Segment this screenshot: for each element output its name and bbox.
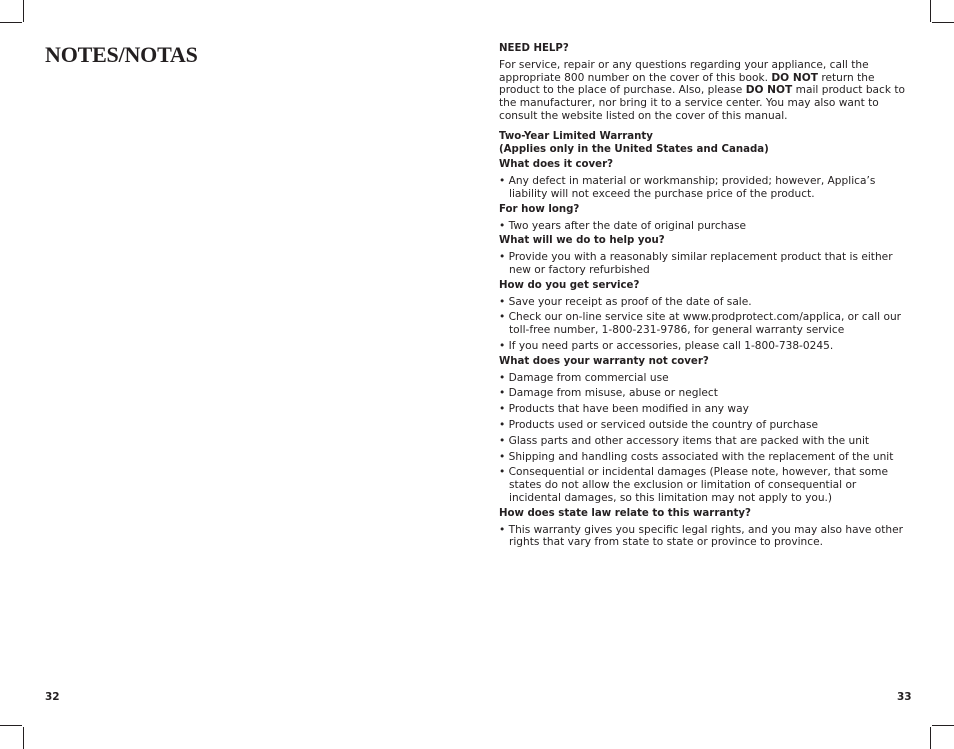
bullet-not-covered-3: • Products that have been modified in any way [499, 403, 749, 416]
section-heading-duration: For how long? [499, 203, 580, 215]
do-not-emphasis-1: DO NOT [771, 71, 818, 84]
need-help-text-3: mail product back to the manufacturer, nor bring it to a service center. You may also want to consult the website listed on the cover of this manual. [499, 84, 906, 122]
bullet-not-covered-2: • Damage from misuse, abuse or neglect [499, 387, 718, 400]
section-heading-service: How do you get service? [499, 279, 640, 291]
bullet-help-1: • Provide you with a reasonably similar replacement product that is either new or factory refurbished [499, 251, 893, 276]
crop-mark-top-right-v [930, 0, 931, 22]
notes-title: NOTES/NOTAS [45, 42, 198, 67]
need-help-paragraph [499, 59, 909, 123]
crop-mark-top-left-v [23, 0, 24, 22]
crop-mark-bottom-right-v [930, 727, 931, 749]
need-help-text-2: return the product to the place of purchase. Also, please [499, 71, 875, 97]
do-not-emphasis-2: DO NOT [745, 84, 793, 97]
bullet-not-covered-6: • Shipping and handling costs associated with the replacement of the unit [499, 450, 894, 463]
bullet-not-covered-4: • Products used or serviced outside the country of purchase [499, 418, 819, 431]
section-heading-help: What will we do to help you? [499, 235, 665, 247]
crop-mark-bottom-left-h [0, 725, 22, 726]
section-heading-not-covered: What does your warranty not cover? [499, 355, 709, 367]
need-help-heading: NEED HELP? [499, 43, 569, 54]
bullet-service-2: • Check our on-line service site at www.prodprotect.com/applica, or call our toll-free number, 1-800-231-9786, for general warranty service [499, 311, 902, 337]
warranty-subtitle: (Applies only in the United States and Canada) [499, 143, 769, 155]
bullet-service-1: • Save your receipt as proof of the date of sale. [499, 295, 752, 308]
section-heading-coverage: What does it cover? [499, 159, 614, 171]
bullet-not-covered-7: • Consequential or incidental damages (Please note, however, that some states do not allow the exclusion or limitation of consequential or incidental damages, so this limitation may not apply to you.) [499, 466, 888, 504]
page-number-left: 32 [45, 691, 60, 703]
bullet-service-3: • If you need parts or accessories, please call 1-800-738-0245. [499, 339, 834, 352]
page-number-right: 33 [897, 691, 912, 703]
crop-mark-bottom-left-v [23, 727, 24, 749]
bullet-coverage-1: • Any defect in material or workmanship; provided; however, Applica’s liability will not exceed the purchase price of the product. [499, 175, 876, 200]
bullet-state-law-1: • This warranty gives you specific legal rights, and you may also have other rights that vary from state to state or province to province. [499, 523, 903, 549]
crop-mark-bottom-right-h [932, 725, 954, 726]
warranty-column [499, 43, 909, 549]
crop-mark-top-right-h [932, 22, 954, 23]
bullet-duration-1: • Two years after the date of original purchase [499, 219, 746, 232]
warranty-title: Two-Year Limited Warranty [499, 130, 653, 142]
bullet-not-covered-5: • Glass parts and other accessory items that are packed with the unit [499, 434, 870, 447]
need-help-text-1: For service, repair or any questions regarding your appliance, call the appropriate 800 number on the cover of this book. [499, 58, 869, 84]
bullet-not-covered-1: • Damage from commercial use [499, 371, 669, 384]
crop-mark-top-left-h [0, 22, 22, 23]
section-heading-state-law: How does state law relate to this warranty? [499, 507, 751, 519]
